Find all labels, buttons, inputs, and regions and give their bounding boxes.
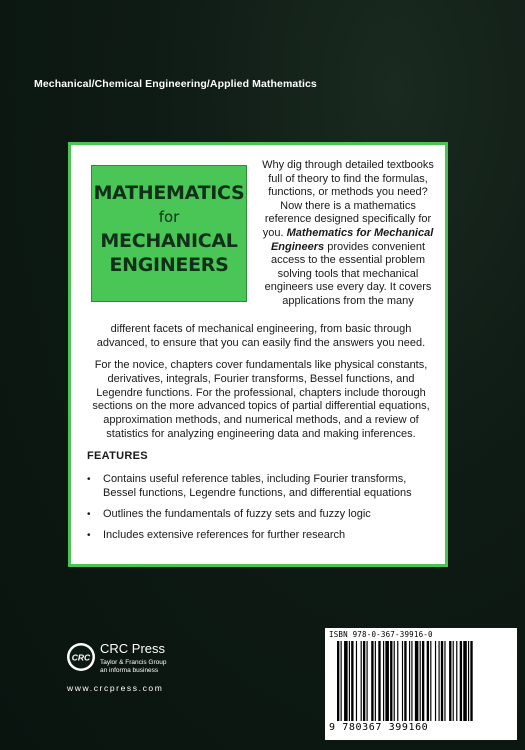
title-line-4: ENGINEERS [109, 254, 229, 276]
crc-logo-text: CRC [71, 652, 91, 663]
barcode-area [325, 628, 517, 740]
title-line-1: MATHEMATICS [93, 182, 245, 204]
feature-item [87, 508, 435, 522]
title-box [91, 165, 247, 302]
feature-text: Includes extensive references for further research [103, 529, 346, 541]
feature-item [87, 529, 435, 543]
feature-text: Outlines the fundamentals of fuzzy sets and fuzzy logic [103, 508, 371, 520]
features-heading: FEATURES [87, 450, 148, 462]
description-continued: different facets of mechanical engineering, from basic through advanced, to ensure that you can easily find the answers you need. [96, 323, 426, 349]
audience-paragraph: For the novice, chapters cover fundamentals like physical constants, derivatives, integrals, Fourier transforms, Bessel functions, and Legendre functions. For the professional, chapters include thorough sections on the more advanced topics of partial differential equations, approximation methods, and numerical methods, and a review of statistics for analyzing engineering data and making inferences. [92, 359, 430, 440]
publisher-url: www.crcpress.com [67, 683, 164, 693]
barcode-number: 9 780367 399160 [329, 722, 429, 733]
title-line-2: for [158, 208, 180, 226]
bullet-icon: • [87, 509, 91, 520]
description-paragraph [258, 159, 438, 309]
category-label: Mechanical/Chemical Engineering/Applied Mathematics [34, 78, 317, 90]
feature-text: Contains useful reference tables, including Fourier transforms, Bessel functions, Legendre functions, and differential equations [103, 473, 412, 499]
bullet-icon: • [87, 530, 91, 541]
title-line-3: MECHANICAL [100, 230, 238, 252]
isbn-label: ISBN 978-0-367-39916-0 [329, 630, 433, 639]
bullet-icon: • [87, 474, 91, 485]
publisher-subtitle [100, 659, 166, 675]
description-part-1: Why dig through detailed textbooks full of theory to find the formulas, functions, or methods you need? Now there is a mathematics reference designed specifically for you. [262, 159, 434, 239]
crc-logo-icon [66, 642, 96, 672]
description-book-title: Mathematics for Mechanical Engineers [270, 226, 434, 253]
feature-item [87, 473, 435, 501]
description-part-2: provides convenient access to the essential problem solving tools that mechanical engineers use every day. It covers applications from the many [264, 240, 432, 307]
content-panel [68, 142, 448, 567]
publisher-business: an informa business [100, 667, 159, 674]
publisher-group: Taylor & Francis Group [100, 659, 167, 666]
publisher-name: CRC Press [100, 641, 166, 656]
